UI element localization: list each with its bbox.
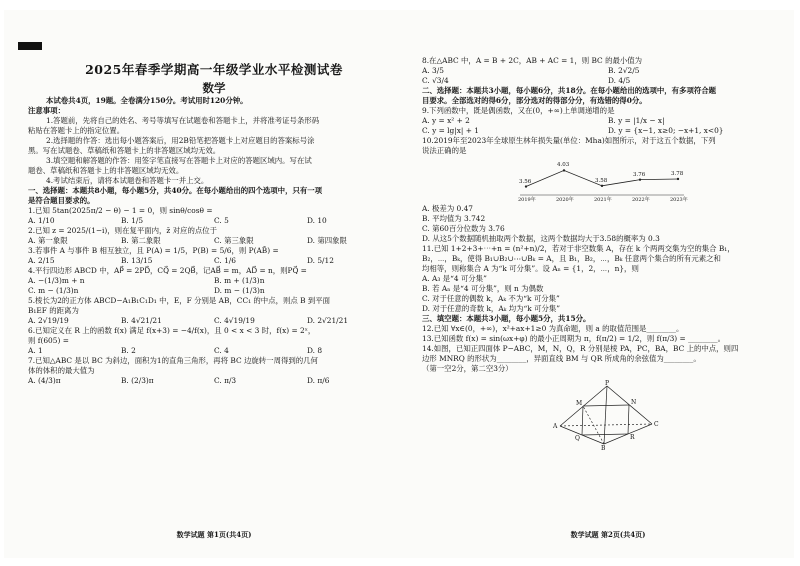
question-11 (422, 244, 794, 314)
option-c: C. 4 (214, 346, 229, 355)
option-d: D. 10 (307, 216, 327, 225)
page-1-footer: 数学试题 第1页(共4页) (176, 530, 252, 539)
section-1-heading-cont: 是符合题目要求的。 (28, 196, 95, 205)
page-2-footer: 数学试题 第2页(共4页) (570, 530, 646, 539)
exam-sheet (4, 10, 794, 558)
section-1-heading: 一、选择题：本题共8小题，每小题5分，共40分。在每小题给出的四个选项中，只有一项 (28, 186, 323, 195)
chart-point (563, 169, 565, 171)
chart-x-tick-label: 2019年 (518, 197, 536, 203)
notice-line: 3.填空题和解答题的作答：用签字笔直接写在答题卡上对应的答题区域内。写在试 (46, 156, 312, 165)
notice-line: 黑。写在试题卷、草稿纸和答题卡上的非答题区域均无效。 (28, 146, 221, 155)
option-a: A. 1 (28, 346, 43, 355)
question-stem: 7.已知△ABC 是以 BC 为斜边，面积为1的直角三角形，再将 BC 边旋转一周得到的几何 (28, 356, 318, 365)
exam-info: 本试卷共4页，19题。全卷满分150分。考试用时120分钟。 (46, 96, 248, 105)
question-2 (28, 226, 400, 246)
label-b: B (601, 445, 606, 450)
question-stem: 说法正确的是 (422, 146, 467, 155)
option-d: D. 从这5个数据随机抽取两个数据，这两个数据均大于3.58的概率为 0.3 (422, 234, 660, 243)
option-d: D. m − (1/3)n (214, 286, 265, 295)
option-b: B. y = |1/x − x| (608, 116, 665, 125)
answer-options (422, 116, 794, 126)
question-stem: B₂，⋯，Bₖ，使得 B₁∪B₂∪⋯∪Bₖ = A，且 B₁，B₂，⋯，Bₖ 任意两个集合的所有元素之和 (422, 254, 721, 263)
question-10 (422, 136, 794, 244)
question-stem: 9.下列函数中，既是偶函数，又在(0，+∞)上单调递增的是 (422, 106, 615, 115)
answer-options (28, 316, 400, 326)
notice-line: 2.选择题的作答：选出每小题答案后，用2B铅笔把答题卡上对应题目的答案标号涂 (46, 136, 315, 145)
option-a: A. 1/10 (28, 216, 55, 225)
question-stem: （第一空2分，第二空3分） (422, 364, 513, 373)
option-a: A. y = x² + 2 (422, 116, 470, 125)
question-stem: 14.如图，已知正四面体 P−ABC，M，N，Q，R 分别是棱 PA，PC，BA，BC 上的中点，则四 (422, 344, 739, 353)
option-b: B. 2√2/5 (608, 66, 640, 75)
option-c: C. 1/6 (214, 256, 236, 265)
chart-x-tick-label: 2020年 (556, 197, 574, 203)
edge-pb (604, 386, 607, 444)
question-stem: 3.若事件 A 与事件 B 相互独立，且 P(A) = 1/5，P(B) = 5/6，则 P(AB̄) = (28, 246, 279, 255)
question-stem: 2.已知 z = 2025/(1−i)，则在复平面内，z̄ 对应的点位于 (28, 226, 218, 235)
option-c: C. 5 (214, 216, 229, 225)
option-a: A. (4/3)π (28, 376, 61, 385)
option-c: C. y = lg|x| + 1 (422, 126, 479, 135)
option-c: C. 4√19/19 (214, 316, 255, 325)
forest-loss-line-chart (512, 158, 692, 204)
option-d: D. 第四象限 (307, 236, 347, 245)
question-12: 12.已知 ∀x∈(0，+∞)，x²+ax+1≥0 为真命题，则 a 的取值范围是________。 (422, 324, 684, 333)
option-d: D. 对于任意的奇数 k，Aₖ 均为“k 可分集” (422, 304, 561, 313)
segment-mq (582, 406, 583, 435)
question-stem: 11.已知 1+2+3+⋯+n = (n²+n)/2，若对于非空数集 A，存在 k 个两两交集为空的集合 B₁， (422, 244, 735, 253)
option-b: B. 1/5 (121, 216, 144, 225)
option-b: B. 若 Aₙ 是“4 可分集”，则 n 为偶数 (422, 284, 544, 293)
question-9 (422, 106, 794, 136)
exam-subject: 数学 (202, 81, 226, 95)
option-b: B. 平均值为 3.742 (422, 214, 486, 223)
edge-ac (560, 424, 652, 426)
notice-line: 4.考试结束后，请将本试题卷和答题卡一并上交。 (46, 176, 209, 185)
label-a: A (553, 423, 558, 430)
chart-x-tick-label: 2023年 (670, 197, 688, 203)
question-3 (28, 246, 400, 266)
question-stem: 均相等，则称集合 A 为“k 可分集”。设 Aₙ = {1，2，⋯，n}，则 (422, 264, 639, 273)
label-n: N (631, 399, 637, 406)
answer-options (28, 346, 400, 356)
chart-point (677, 178, 679, 180)
segment-mn (583, 405, 629, 406)
option-d: D. 2√21/21 (307, 316, 349, 325)
answer-options (28, 276, 400, 286)
option-c: C. m − (1/3)n (28, 286, 79, 295)
option-a: A. A₃ 是“4 可分集” (422, 274, 487, 283)
option-a: A. 2√19/19 (28, 316, 69, 325)
chart-data-label: 3.78 (671, 170, 684, 177)
question-stem: 10.2019年至2023年全球原生林年损失量(单位：Mha)如图所示，对于这五个数据，下列 (422, 136, 716, 145)
question-stem: 6.已知定义在 R 上的函数 f(x) 满足 f(x+3) = −4/f(x)，且 0 < x < 3 时，f(x) = 2ˣ， (28, 326, 316, 335)
label-c: C (654, 421, 659, 428)
chart-x-tick-label: 2022年 (632, 197, 650, 203)
tetrahedron-figure (552, 380, 662, 450)
segment-qr (582, 434, 628, 435)
chart-point (601, 185, 603, 187)
chart-data-label: 3.56 (519, 178, 532, 185)
option-b: B. m + (1/3)n (214, 276, 265, 285)
option-d: D. y = {x−1, x≥0; −x+1, x<0} (608, 126, 724, 135)
option-b: B. (2/3)π (121, 376, 154, 385)
question-stem: 边形 MNRQ 的形状为________，异面直线 BM 与 QR 所成角的余弦值为________。 (422, 354, 701, 363)
chart-point (525, 185, 527, 187)
option-a: A. 第一象限 (28, 236, 68, 245)
option-a: A. 2/15 (28, 256, 55, 265)
answer-options (422, 66, 794, 76)
label-p: P (605, 380, 610, 387)
option-d: D. 4/5 (608, 76, 631, 85)
option-b: B. 13/15 (121, 256, 153, 265)
section-2-heading-cont: 目要求。全部选对的得6分，部分选对的得部分分，有选错的得0分。 (422, 96, 647, 105)
section-3-heading: 三、填空题：本题共3小题，每小题5分，共15分。 (422, 314, 591, 323)
chart-data-label: 4.03 (557, 162, 570, 169)
chart-x-tick-label: 2021年 (594, 197, 612, 203)
question-1 (28, 206, 400, 226)
question-14 (422, 344, 794, 374)
question-8 (422, 56, 794, 86)
question-stem: 4.平行四边形 ABCD 中，AP⃗ = 2PD⃗，CQ⃗ = 2QB⃗，记AB⃗ = m，AD⃗ = n，则PQ⃗ = (28, 266, 307, 275)
label-m: M (576, 400, 583, 407)
answer-options (28, 236, 400, 246)
answer-options (422, 76, 794, 86)
option-a: A. −(1/3)m + n (28, 276, 85, 285)
answer-options (28, 286, 400, 296)
question-stem: 5.棱长为2的正方体 ABCD−A₁B₁C₁D₁ 中，E，F 分别是 AB，CC₁ 的中点，则点 B 到平面 (28, 296, 331, 305)
answer-options (28, 376, 400, 386)
exam-title: 2025年春季学期高一年级学业水平检测试卷 (85, 62, 343, 77)
answer-options (28, 216, 400, 226)
option-b: B. 2 (121, 346, 136, 355)
option-c: C. π/3 (214, 376, 237, 385)
option-c: C. 对于任意的偶数 k，Aₖ 不为“k 可分集” (422, 294, 560, 303)
question-stem: 体的体积的最大值为 (28, 366, 95, 375)
question-stem: 则 f(605) = (28, 336, 69, 345)
option-d: D. 8 (307, 346, 323, 355)
notice-line: 1.答题前，先将自己的姓名、考号等填写在试题卷和答题卡上，并将准考证号条形码 (46, 116, 320, 125)
option-c: C. √3/4 (422, 76, 449, 85)
question-7 (28, 356, 400, 386)
notice-line: 粘贴在答题卡上的指定位置。 (28, 126, 125, 135)
option-a: A. 极差为 0.47 (422, 204, 474, 213)
chart-data-label: 3.76 (633, 171, 646, 178)
registration-mark (18, 42, 42, 50)
label-q: Q (575, 435, 580, 442)
segment-nr (628, 405, 629, 434)
page-1-column (28, 56, 400, 386)
chart-point (639, 178, 641, 180)
notice-title: 注意事项： (28, 106, 65, 115)
chart-data-label: 3.58 (595, 177, 608, 184)
question-13: 13.已知函数 f(x) = sin(ωx+φ) 的最小正周期为 π，f(π/2) = 1/2，则 f(π/3) = ________。 (422, 334, 726, 343)
notice-line: 题卷、草稿纸和答题卡上的非答题区域均无效。 (28, 166, 184, 175)
option-b: B. 4√21/21 (121, 316, 162, 325)
question-stem: 1.已知 5tan(2025π/2 − θ) − 1 = 0，则 sinθ/cosθ = (28, 206, 213, 215)
answer-options (422, 126, 794, 136)
question-stem: B₁EF 的距离为 (28, 306, 79, 315)
option-d: D. π/6 (307, 376, 330, 385)
question-5 (28, 296, 400, 326)
option-c: C. 第三象限 (214, 236, 254, 245)
option-c: C. 第60百分位数为 3.76 (422, 224, 505, 233)
page-2-column (422, 56, 794, 454)
option-d: D. 5/12 (307, 256, 334, 265)
label-r: R (630, 434, 635, 441)
option-a: A. 3/5 (422, 66, 444, 75)
section-2-heading: 二、选择题：本题共3小题，每小题6分，共18分。在每小题给出的选项中，有多项符合题 (422, 86, 717, 95)
question-4 (28, 266, 400, 296)
option-b: B. 第二象限 (121, 236, 161, 245)
question-6 (28, 326, 400, 356)
answer-options (28, 256, 400, 266)
question-stem: 8.在△ABC 中，A = B + 2C，AB + AC = 1，则 BC 的最小值为 (422, 56, 643, 65)
